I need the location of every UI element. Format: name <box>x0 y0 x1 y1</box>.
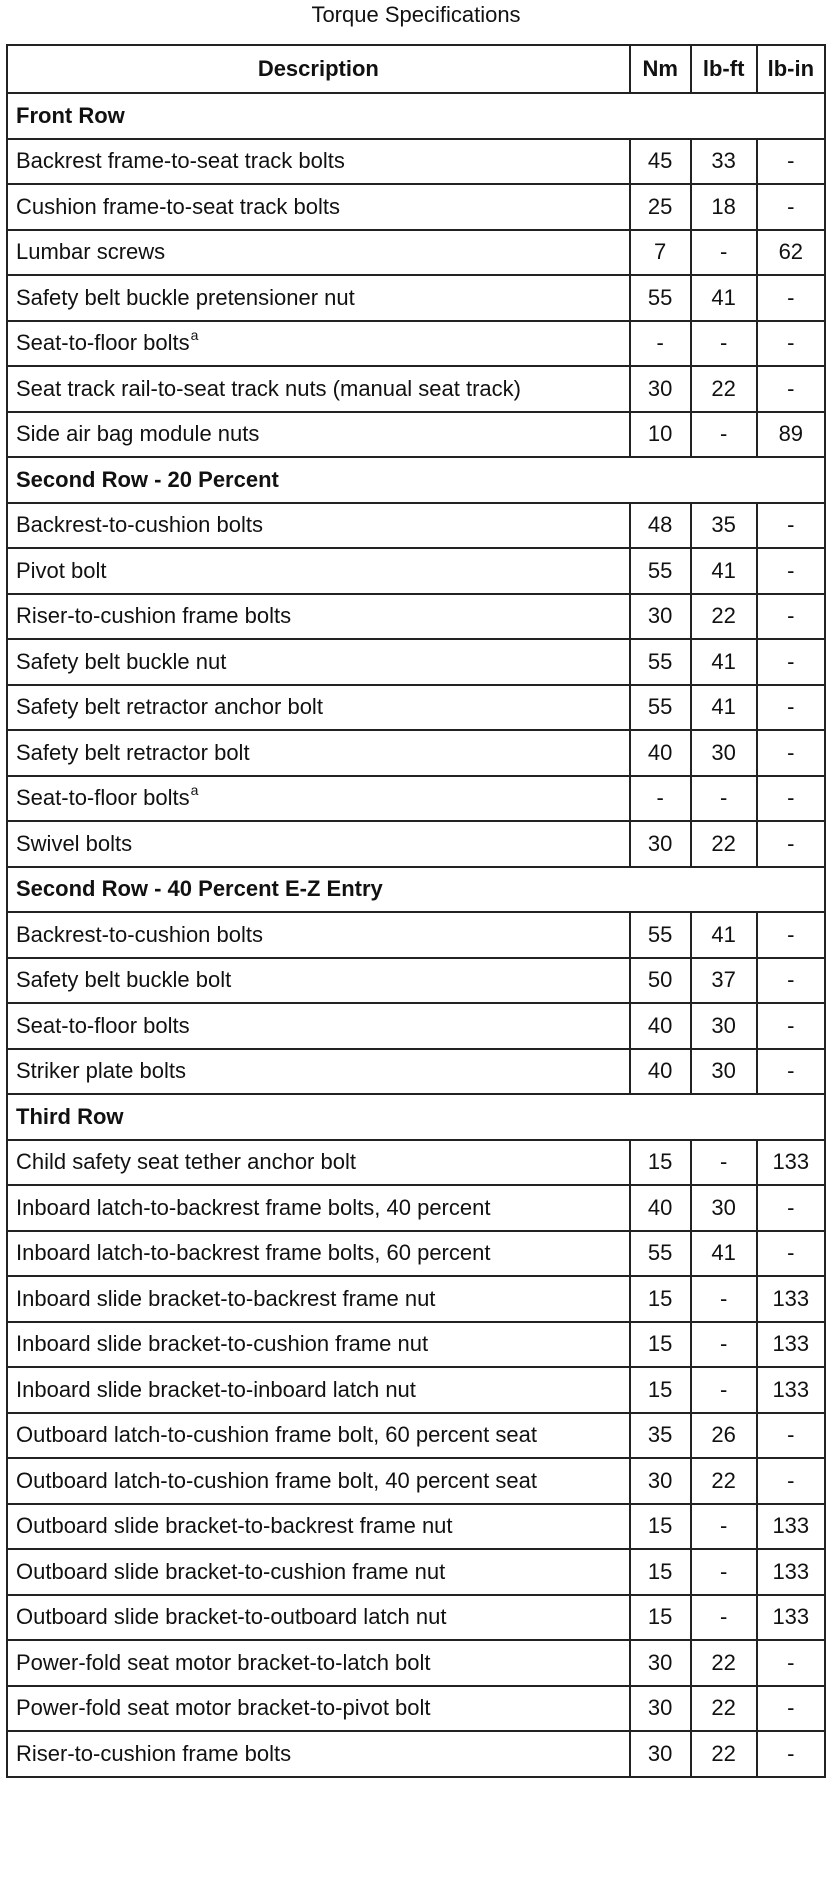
description-text: Child safety seat tether anchor bolt <box>16 1149 356 1175</box>
lbft-cell: 30 <box>691 1185 757 1231</box>
table-row <box>7 685 825 731</box>
description-text: Outboard latch-to-cushion frame bolt, 40 percent seat <box>16 1467 537 1493</box>
description-cell <box>7 275 630 321</box>
table-row <box>7 503 825 549</box>
nm-cell: 55 <box>630 639 691 685</box>
table-row <box>7 1049 825 1095</box>
nm-cell: 55 <box>630 275 691 321</box>
lbft-cell: - <box>691 1276 757 1322</box>
section-title: Front Row <box>7 93 825 139</box>
nm-cell: 55 <box>630 1231 691 1277</box>
description-text: Safety belt buckle pretensioner nut <box>16 284 355 310</box>
description-cell <box>7 412 630 458</box>
description-cell <box>7 1458 630 1504</box>
nm-cell: 10 <box>630 412 691 458</box>
lbin-cell: 133 <box>757 1276 825 1322</box>
nm-cell: 40 <box>630 1185 691 1231</box>
lbft-cell: 41 <box>691 275 757 321</box>
table-row <box>7 821 825 867</box>
nm-cell: 30 <box>630 1458 691 1504</box>
lbin-cell: - <box>757 1686 825 1732</box>
table-row <box>7 230 825 276</box>
nm-cell: 7 <box>630 230 691 276</box>
description-text: Backrest-to-cushion bolts <box>16 921 263 947</box>
section-title: Second Row - 40 Percent E-Z Entry <box>7 867 825 913</box>
nm-cell: 15 <box>630 1367 691 1413</box>
nm-cell: 15 <box>630 1595 691 1641</box>
description-text: Riser-to-cushion frame bolts <box>16 603 292 629</box>
lbft-cell: - <box>691 412 757 458</box>
lbin-cell: - <box>757 548 825 594</box>
lbin-cell: - <box>757 1458 825 1504</box>
description-cell <box>7 230 630 276</box>
description-cell <box>7 776 630 822</box>
description-text: Outboard slide bracket-to-cushion frame nut <box>16 1558 446 1584</box>
nm-cell: 40 <box>630 1049 691 1095</box>
description-cell <box>7 1367 630 1413</box>
nm-cell: - <box>630 776 691 822</box>
description-cell <box>7 1049 630 1095</box>
column-header-lbin: lb-in <box>757 45 825 93</box>
table-row <box>7 1731 825 1777</box>
column-header-nm: Nm <box>630 45 691 93</box>
table-row <box>7 912 825 958</box>
table-row <box>7 548 825 594</box>
table-row <box>7 1140 825 1186</box>
description-text: Seat-to-floor bolts <box>16 1012 190 1038</box>
lbft-cell: - <box>691 1322 757 1368</box>
nm-cell: 50 <box>630 958 691 1004</box>
lbin-cell: 133 <box>757 1322 825 1368</box>
description-cell <box>7 1276 630 1322</box>
torque-spec-table <box>6 44 826 1778</box>
lbin-cell: 89 <box>757 412 825 458</box>
lbin-cell: - <box>757 1413 825 1459</box>
lbin-cell: 62 <box>757 230 825 276</box>
lbin-cell: - <box>757 1049 825 1095</box>
nm-cell: 30 <box>630 1640 691 1686</box>
lbft-cell: 41 <box>691 685 757 731</box>
section-header-row <box>7 93 825 139</box>
lbft-cell: 22 <box>691 1458 757 1504</box>
table-row <box>7 776 825 822</box>
page-title: Torque Specifications <box>311 2 521 27</box>
description-cell <box>7 594 630 640</box>
lbft-cell: 33 <box>691 139 757 185</box>
description-cell <box>7 1231 630 1277</box>
table-row <box>7 639 825 685</box>
nm-cell: 40 <box>630 1003 691 1049</box>
footnote-marker: a <box>190 782 199 799</box>
description-text: Side air bag module nuts <box>16 421 260 447</box>
description-cell <box>7 503 630 549</box>
description-cell <box>7 366 630 412</box>
table-row <box>7 1504 825 1550</box>
lbin-cell: 133 <box>757 1595 825 1641</box>
description-cell <box>7 958 630 1004</box>
lbin-cell: - <box>757 1003 825 1049</box>
table-header-row <box>7 45 825 93</box>
table-row <box>7 1686 825 1732</box>
lbin-cell: - <box>757 912 825 958</box>
nm-cell: 30 <box>630 1686 691 1732</box>
table-row <box>7 1003 825 1049</box>
description-cell <box>7 730 630 776</box>
description-cell <box>7 1322 630 1368</box>
description-cell <box>7 1731 630 1777</box>
description-text: Seat track rail-to-seat track nuts (manual seat track) <box>16 375 521 401</box>
table-row <box>7 321 825 367</box>
description-cell <box>7 1504 630 1550</box>
description-text: Safety belt buckle bolt <box>16 967 232 993</box>
lbin-cell: - <box>757 776 825 822</box>
nm-cell: 55 <box>630 912 691 958</box>
table-row <box>7 1595 825 1641</box>
description-text: Seat-to-floor bolts <box>16 330 190 356</box>
lbft-cell: - <box>691 321 757 367</box>
table-row <box>7 958 825 1004</box>
lbin-cell: - <box>757 594 825 640</box>
description-text: Outboard latch-to-cushion frame bolt, 60 percent seat <box>16 1422 537 1448</box>
lbft-cell: 22 <box>691 594 757 640</box>
nm-cell: - <box>630 321 691 367</box>
description-text: Inboard slide bracket-to-inboard latch nut <box>16 1376 416 1402</box>
table-row <box>7 1322 825 1368</box>
table-row <box>7 1231 825 1277</box>
lbin-cell: 133 <box>757 1504 825 1550</box>
description-text: Outboard slide bracket-to-outboard latch nut <box>16 1604 447 1630</box>
table-row <box>7 730 825 776</box>
lbft-cell: 41 <box>691 639 757 685</box>
table-row <box>7 594 825 640</box>
nm-cell: 30 <box>630 1731 691 1777</box>
lbin-cell: - <box>757 503 825 549</box>
nm-cell: 15 <box>630 1140 691 1186</box>
table-row <box>7 1276 825 1322</box>
table-row <box>7 1458 825 1504</box>
description-text: Power-fold seat motor bracket-to-latch bolt <box>16 1649 431 1675</box>
lbft-cell: - <box>691 776 757 822</box>
section-title: Second Row - 20 Percent <box>7 457 825 503</box>
table-row <box>7 1367 825 1413</box>
lbin-cell: - <box>757 1640 825 1686</box>
nm-cell: 40 <box>630 730 691 776</box>
section-header-row <box>7 867 825 913</box>
section-title: Third Row <box>7 1094 825 1140</box>
description-text: Inboard latch-to-backrest frame bolts, 40 percent <box>16 1194 491 1220</box>
lbft-cell: 22 <box>691 821 757 867</box>
table-row <box>7 1549 825 1595</box>
description-text: Safety belt buckle nut <box>16 648 227 674</box>
lbft-cell: 30 <box>691 1003 757 1049</box>
lbft-cell: - <box>691 1140 757 1186</box>
column-header-lbft: lb-ft <box>691 45 757 93</box>
nm-cell: 55 <box>630 685 691 731</box>
lbft-cell: 41 <box>691 1231 757 1277</box>
lbft-cell: 22 <box>691 1731 757 1777</box>
lbft-cell: - <box>691 1549 757 1595</box>
description-cell <box>7 184 630 230</box>
nm-cell: 45 <box>630 139 691 185</box>
description-text: Striker plate bolts <box>16 1058 186 1084</box>
description-text: Inboard latch-to-backrest frame bolts, 60 percent <box>16 1240 491 1266</box>
description-cell <box>7 639 630 685</box>
description-cell <box>7 821 630 867</box>
description-cell <box>7 1413 630 1459</box>
column-header-description: Description <box>7 45 630 93</box>
description-text: Power-fold seat motor bracket-to-pivot bolt <box>16 1695 431 1721</box>
section-header-row <box>7 1094 825 1140</box>
lbin-cell: 133 <box>757 1549 825 1595</box>
description-text: Safety belt retractor anchor bolt <box>16 694 323 720</box>
description-cell <box>7 1003 630 1049</box>
description-text: Inboard slide bracket-to-cushion frame nut <box>16 1331 429 1357</box>
lbin-cell: - <box>757 1731 825 1777</box>
lbin-cell: - <box>757 139 825 185</box>
lbft-cell: - <box>691 1595 757 1641</box>
section-header-row <box>7 457 825 503</box>
nm-cell: 15 <box>630 1276 691 1322</box>
description-cell <box>7 1549 630 1595</box>
description-cell <box>7 548 630 594</box>
description-cell <box>7 1140 630 1186</box>
description-cell <box>7 685 630 731</box>
nm-cell: 48 <box>630 503 691 549</box>
table-row <box>7 139 825 185</box>
lbin-cell: - <box>757 275 825 321</box>
description-text: Inboard slide bracket-to-backrest frame nut <box>16 1285 436 1311</box>
table-row <box>7 184 825 230</box>
lbft-cell: 26 <box>691 1413 757 1459</box>
lbin-cell: - <box>757 366 825 412</box>
lbft-cell: 22 <box>691 1686 757 1732</box>
description-cell <box>7 139 630 185</box>
lbft-cell: 35 <box>691 503 757 549</box>
nm-cell: 25 <box>630 184 691 230</box>
lbin-cell: 133 <box>757 1140 825 1186</box>
nm-cell: 35 <box>630 1413 691 1459</box>
description-cell <box>7 912 630 958</box>
footnote-marker: a <box>190 327 199 344</box>
nm-cell: 15 <box>630 1504 691 1550</box>
lbft-cell: - <box>691 1367 757 1413</box>
table-row <box>7 1185 825 1231</box>
lbin-cell: - <box>757 321 825 367</box>
description-cell <box>7 1686 630 1732</box>
lbin-cell: - <box>757 639 825 685</box>
description-text: Swivel bolts <box>16 830 133 856</box>
description-text: Backrest-to-cushion bolts <box>16 512 263 538</box>
lbft-cell: 41 <box>691 548 757 594</box>
description-text: Outboard slide bracket-to-backrest frame nut <box>16 1513 453 1539</box>
table-row <box>7 412 825 458</box>
lbft-cell: 41 <box>691 912 757 958</box>
description-cell <box>7 321 630 367</box>
lbin-cell: - <box>757 184 825 230</box>
lbft-cell: 30 <box>691 730 757 776</box>
lbft-cell: 18 <box>691 184 757 230</box>
description-cell <box>7 1185 630 1231</box>
table-row <box>7 275 825 321</box>
lbin-cell: 133 <box>757 1367 825 1413</box>
lbin-cell: - <box>757 1185 825 1231</box>
table-row <box>7 1413 825 1459</box>
lbft-cell: 22 <box>691 1640 757 1686</box>
lbin-cell: - <box>757 1231 825 1277</box>
nm-cell: 15 <box>630 1322 691 1368</box>
table-row <box>7 366 825 412</box>
lbft-cell: 22 <box>691 366 757 412</box>
lbin-cell: - <box>757 730 825 776</box>
lbft-cell: - <box>691 1504 757 1550</box>
description-text: Riser-to-cushion frame bolts <box>16 1740 292 1766</box>
description-text: Seat-to-floor bolts <box>16 785 190 811</box>
description-text: Safety belt retractor bolt <box>16 739 250 765</box>
nm-cell: 30 <box>630 594 691 640</box>
description-text: Pivot bolt <box>16 557 107 583</box>
nm-cell: 30 <box>630 366 691 412</box>
lbin-cell: - <box>757 685 825 731</box>
nm-cell: 15 <box>630 1549 691 1595</box>
lbin-cell: - <box>757 958 825 1004</box>
description-text: Lumbar screws <box>16 239 166 265</box>
description-text: Backrest frame-to-seat track bolts <box>16 148 345 174</box>
description-cell <box>7 1595 630 1641</box>
lbft-cell: - <box>691 230 757 276</box>
table-row <box>7 1640 825 1686</box>
lbft-cell: 37 <box>691 958 757 1004</box>
description-text: Cushion frame-to-seat track bolts <box>16 193 341 219</box>
description-cell <box>7 1640 630 1686</box>
lbin-cell: - <box>757 821 825 867</box>
table-body <box>7 93 825 1777</box>
nm-cell: 55 <box>630 548 691 594</box>
lbft-cell: 30 <box>691 1049 757 1095</box>
nm-cell: 30 <box>630 821 691 867</box>
